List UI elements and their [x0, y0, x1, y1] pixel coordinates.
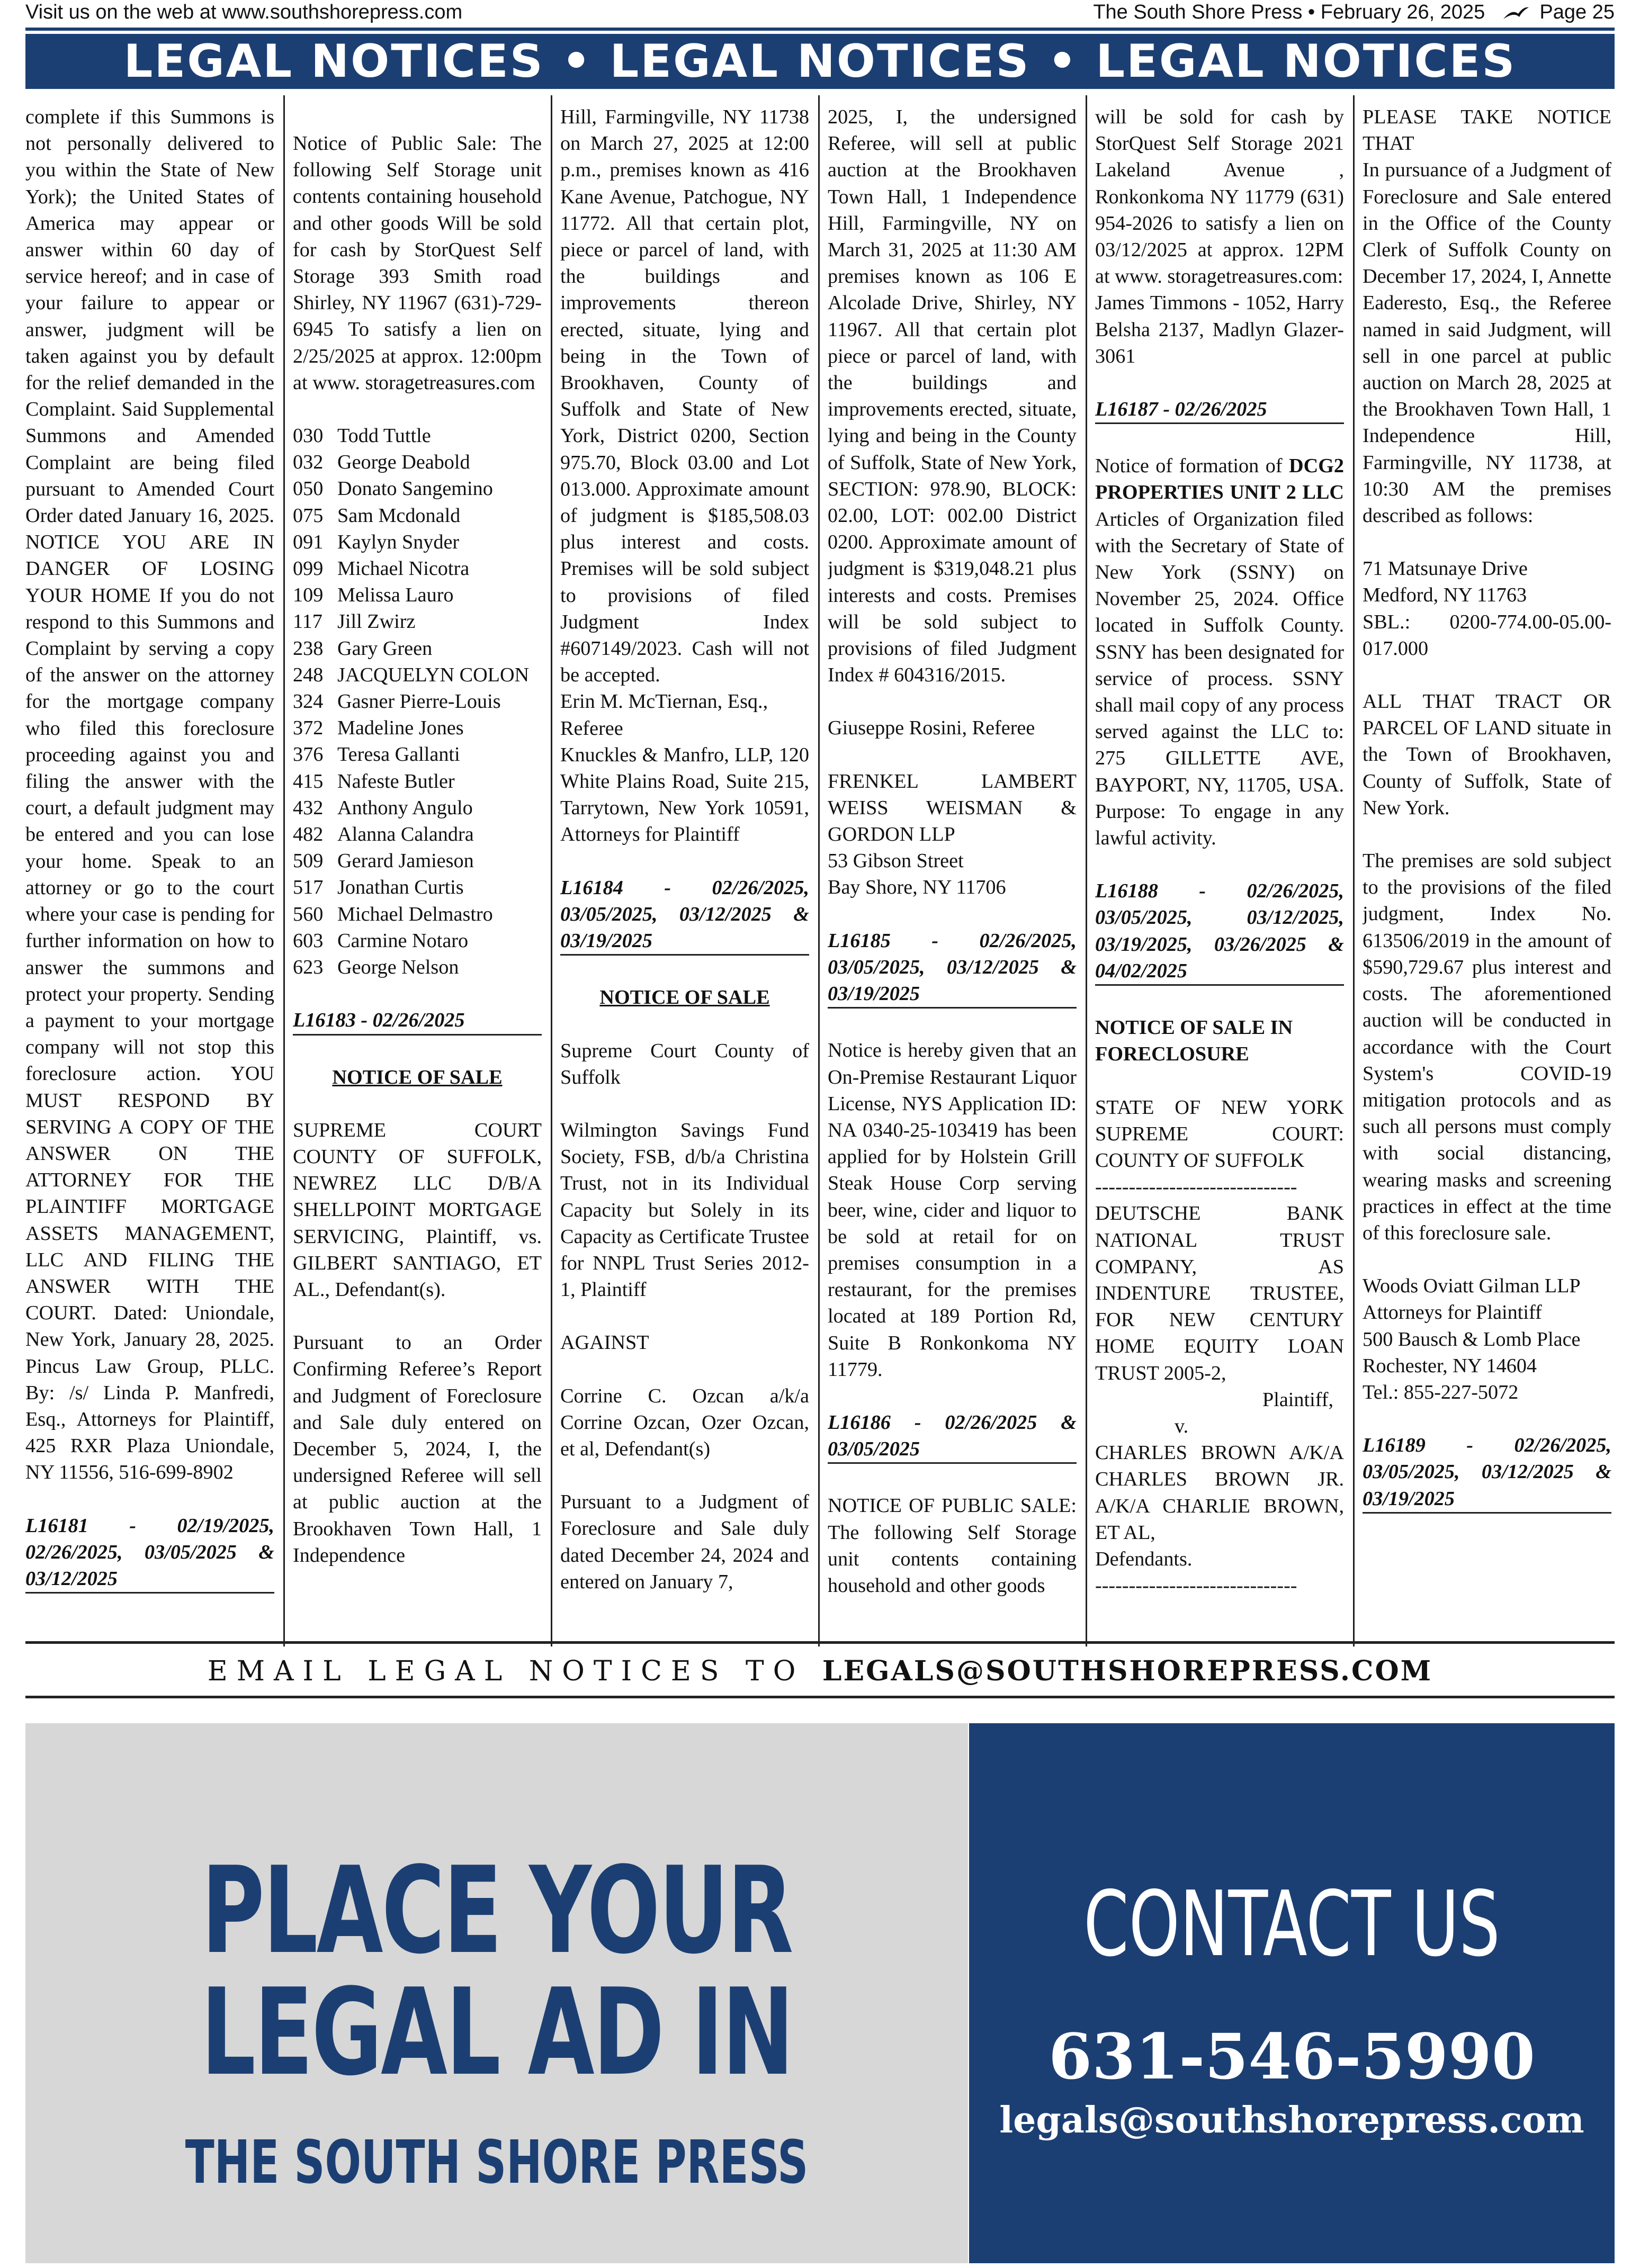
unit-row — [293, 449, 542, 475]
unit-owner: Michael Nicotra — [337, 557, 470, 580]
column-divider — [551, 95, 552, 1646]
unit-owner: Gary Green — [337, 637, 433, 660]
unit-owner: Kaylyn Snyder — [337, 530, 460, 553]
notice-heading: NOTICE OF SALE — [599, 986, 770, 1009]
unit-owner: Anthony Angulo — [337, 796, 473, 819]
header-rule — [25, 28, 1615, 31]
unit-row — [293, 874, 542, 901]
unit-number: 372 — [293, 717, 324, 740]
attorney-city: Bay Shore, NY 11706 — [828, 876, 1006, 899]
unit-number: 324 — [293, 690, 324, 713]
unit-number: 032 — [293, 451, 324, 474]
contact-phone[interactable]: 631-546-5990 — [1048, 2020, 1535, 2093]
defendants-label: Defendants. — [1095, 1547, 1193, 1570]
notice-ref: L16189 - 02/26/2025, 03/05/2025, 03/12/2025 & 03/19/2025 — [1363, 1432, 1611, 1514]
email-link[interactable]: LEGALS@SOUTHSHOREPRESS.COM — [822, 1655, 1433, 1687]
unit-row — [293, 768, 542, 795]
liquor-license-text: Notice is hereby given that an On-Premise Restaurant Liquor License, NYS Application ID: NA 0340-25-103419 has been applied for by Holstein Grill Steak House Corp serving beer, wine, cider and liquor to be sold at retail for on premises consumption in a restaurant, for the premises located at 189 Portion Rd, Suite B Ronkonkoma NY 11779. — [828, 1039, 1077, 1381]
unit-number: 509 — [293, 850, 324, 872]
defendant-name: CHARLES BROWN A/K/A CHARLES BROWN JR. A/K/A CHARLIE BROWN, ET AL, — [1095, 1442, 1344, 1544]
unit-owner: Todd Tuttle — [337, 425, 431, 447]
llc-formation-text: Notice of formation of DCG2 PROPERTIES UNIT 2 LLC Articles of Organization filed with the Secretary of State of New York (SSNY) on November 25, 2024. Office located in Suffolk County. SSNY has been designated for service of process. SSNY shall mail copy of any process served against the LLC to: 275 GILLETTE AVE, BAYPORT, NY, 11705, USA. Purpose: To engage in any lawful activity. — [1095, 455, 1344, 850]
column-1 — [25, 104, 274, 1646]
notice-heading: NOTICE OF SALE — [332, 1066, 503, 1088]
unit-owner: Jill Zwirz — [337, 610, 416, 633]
unit-row — [293, 741, 542, 768]
bullet: • — [1307, 1, 1315, 23]
unit-row — [293, 848, 542, 874]
unit-number: 109 — [293, 584, 324, 607]
unit-row — [293, 422, 542, 449]
footer-rule — [25, 1641, 1615, 1644]
attorney-firm: Woods Oviatt Gilman LLP — [1363, 1275, 1581, 1298]
issue-date: February 26, 2025 — [1320, 1, 1485, 23]
ad-headline-line1: PLACE YOUR — [201, 1841, 792, 1981]
unit-owner: Michael Delmastro — [337, 903, 493, 925]
notice-ref: L16185 - 02/26/2025, 03/05/2025, 03/12/2025 & 03/19/2025 — [828, 928, 1077, 1009]
unit-row — [293, 608, 542, 635]
unit-row — [293, 715, 542, 741]
contact-email[interactable]: legals@southshorepress.com — [999, 2099, 1584, 2141]
header-right — [1093, 1, 1615, 24]
unit-owner: Alanna Calandra — [337, 823, 474, 846]
premises-city: Medford, NY 11763 — [1363, 584, 1527, 607]
unit-owner: Jonathan Curtis — [337, 876, 464, 899]
unit-row — [293, 795, 542, 821]
public-sale-text: Notice of Public Sale: The following Self Storage unit contents containing household and other goods Will be sold for cash by StorQuest Self Storage 393 Smith road Shirley, NY 11967 (631)-729-6945 To satisfy a lien on 2/25/2025 at approx. 12:00pm at www. storagetreasures.com — [293, 132, 542, 394]
referee: Erin M. McTiernan, Esq., Referee — [560, 690, 768, 740]
public-sale-text: will be sold for cash by StorQuest Self Storage 2021 Lakeland Avenue , Ronkonkoma NY 11779 (631) 954-2026 to satisfy a lien on 03/12/2025 at approx. 12PM at www. storagetreasures.com: — [1095, 106, 1344, 288]
unit-row — [293, 821, 542, 848]
contact-heading: CONTACT US — [1083, 1872, 1500, 1977]
notice-heading: NOTICE OF SALE IN FORECLOSURE — [1095, 1016, 1293, 1066]
unit-number: 030 — [293, 425, 324, 447]
ad-contact-panel — [969, 1723, 1615, 2263]
notices-columns — [25, 104, 1615, 1646]
unit-names: James Timmons - 1052, Harry Belsha 2137, Madlyn Glazer-3061 — [1095, 292, 1344, 367]
unit-number: 075 — [293, 504, 324, 527]
ad-headline-line2: LEGAL AD IN — [201, 1963, 793, 2102]
ad-headline — [157, 1841, 836, 2102]
column-2 — [293, 104, 542, 1646]
column-5 — [1095, 104, 1344, 1646]
unit-number: 415 — [293, 770, 324, 793]
terms-text: The premises are sold subject to the provisions of the filed judgment, Index No. 613506/2019 in the amount of $590,729.67 plus interest and costs. The aforementioned auction will be conducted in accordance with the Court System's COVID-19 mitigation protocols and as such all persons must comply with social distancing, wearing masks and screening practices in effect at the time of this foreclosure sale. — [1363, 850, 1611, 1244]
email-strip — [25, 1655, 1615, 1687]
unit-owner: Melissa Lauro — [337, 584, 454, 607]
unit-owner: Teresa Gallanti — [337, 743, 460, 766]
column-divider — [818, 95, 820, 1646]
notice-ref: L16183 - 02/26/2025 — [293, 1007, 542, 1035]
unit-row — [293, 901, 542, 928]
unit-owner: George Deabold — [337, 451, 470, 474]
column-4 — [828, 104, 1077, 1646]
unit-number: 117 — [293, 610, 322, 633]
column-3 — [560, 104, 809, 1646]
attorney-street: 53 Gibson Street — [828, 850, 964, 872]
unit-owner: Nafeste Butler — [337, 770, 455, 793]
llc-name: DCG2 PROPERTIES UNIT 2 LLC — [1095, 455, 1344, 504]
unit-owner: Madeline Jones — [337, 717, 464, 740]
unit-owner: Carmine Notaro — [337, 929, 469, 952]
unit-number: 603 — [293, 929, 324, 952]
plaintiff-name: DEUTSCHE BANK NATIONAL TRUST COMPANY, AS INDENTURE TRUSTEE, FOR NEW CENTURY HOME EQUITY LOAN TRUST 2005-2, — [1095, 1202, 1344, 1384]
ad-left-panel — [25, 1723, 968, 2263]
unit-owner: Gerard Jamieson — [337, 850, 474, 872]
plaintiff-text: Wilmington Savings Fund Society, FSB, d/b/a Christina Trust, not in its Individual Capacity but Solely in its Capacity as Certificate Trustee for NNPL Trust Series 2012-1, Plaintiff — [560, 1119, 809, 1301]
referee: Giuseppe Rosini, Referee — [828, 717, 1035, 740]
unit-number: 248 — [293, 663, 324, 686]
attorney-role: Attorneys for Plaintiff — [1363, 1301, 1542, 1324]
court-name: STATE OF NEW YORK SUPREME COURT: COUNTY OF SUFFOLK — [1095, 1096, 1344, 1172]
sale-text: Pursuant to a Judgment of Foreclosure and Sale duly dated December 24, 2024 and entered on January 7, — [560, 1491, 809, 1593]
sale-text: Hill, Farmingville, NY 11738 on March 27, 2025 at 12:00 p.m., premises known as 416 Kane Avenue, Patchogue, NY 11772. All that certain plot, piece or parcel of land, with the buildings and improvements thereon erected, situate, lying and being in the Town of Brookhaven, County of Suffolk and State of New York, District 0200, Section 975.70, Block 03.00 and Lot 013.000. Approximate amount of judgment is $185,508.03 plus interest and costs. Premises will be sold subject to provisions of filed Judgment Index #607149/2023. Cash will not be accepted. — [560, 106, 809, 687]
unit-row — [293, 662, 542, 688]
attorney-city: Rochester, NY 14604 — [1363, 1354, 1537, 1377]
court-name: Supreme Court County of Suffolk — [560, 1039, 809, 1088]
parcel-text: ALL THAT TRACT OR PARCEL OF LAND situate in the Town of Brookhaven, County of Suffolk, State of New York. — [1363, 690, 1611, 819]
column-divider — [1086, 95, 1087, 1646]
dash-separator: ------------------------------ — [1095, 1574, 1297, 1597]
summons-text: complete if this Summons is not personally delivered to you within the State of New York); the United States of America may appear or answer within 60 day of service hereof; and in case of your failure to appear or answer, judgment will be taken against you by default for the relief demanded in the Complaint. Said Supplemental Summons and Amended Complaint are being filed pursuant to Amended Court Order dated January 16, 2025. NOTICE YOU ARE IN DANGER OF LOSING YOUR HOME If you do not respond to this Summons and Complaint by serving a copy of the answer on the attorney for the mortgage company who filed this foreclosure proceeding against you and filing the answer with the court, a default judgment may be entered and you can lose your home. Speak to an attorney or go to the court where your case is pending for further information on how to answer the summons and protect your property. Sending a payment to your mortgage company will not stop this foreclosure action. YOU MUST RESPOND BY SERVING A COPY OF THE ANSWER ON THE ATTORNEY FOR THE PLAINTIFF MORTGAGE ASSETS MANAGEMENT, LLC AND FILING THE ANSWER WITH THE COURT. Dated: Uniondale, New York, January 28, 2025. Pincus Law Group, PLLC. By: /s/ Linda P. Manfredi, Esq., Attorneys for Plaintiff, 425 RXR Plaza Uniondale, NY 11556, 516-699-8902 — [25, 106, 274, 1484]
unit-number: 238 — [293, 637, 324, 660]
unit-list — [293, 422, 542, 980]
page-number: Page 25 — [1539, 1, 1615, 23]
unit-number: 091 — [293, 530, 324, 553]
email-label: EMAIL LEGAL NOTICES TO — [207, 1655, 805, 1687]
unit-owner: Donato Sangemino — [337, 478, 493, 500]
ad-paper-name: THE SOUTH SHORE PRESS — [185, 2128, 809, 2197]
sale-text: In pursuance of a Judgment of Foreclosure and Sale entered in the Office of the County Clerk of Suffolk County on December 17, 2024, I, Annette Eaderesto, Esq., the Referee named in said Judgment, will sell in one parcel at public auction on March 28, 2025 at the Brookhaven Town Hall, 1 Independence Hill, Farmingville, NY 11738, at 10:30 AM the premises described as follows: — [1363, 159, 1611, 527]
unit-row — [293, 954, 542, 980]
unit-owner: George Nelson — [337, 956, 459, 979]
unit-number: 560 — [293, 903, 324, 925]
footer-rule — [25, 1696, 1615, 1698]
premises-street: 71 Matsunaye Drive — [1363, 557, 1528, 580]
paper-name: The South Shore Press — [1093, 1, 1303, 23]
unit-row — [293, 502, 542, 529]
unit-number: 376 — [293, 743, 324, 766]
column-6 — [1363, 104, 1611, 1646]
unit-row — [293, 635, 542, 662]
unit-owner: Gasner Pierre-Louis — [337, 690, 501, 713]
notice-ref: L16186 - 02/26/2025 & 03/05/2025 — [828, 1409, 1077, 1464]
notice-ref: L16188 - 02/26/2025, 03/05/2025, 03/12/2025, 03/19/2025, 03/26/2025 & 04/02/2025 — [1095, 878, 1344, 986]
unit-number: 623 — [293, 956, 324, 979]
sale-text: 2025, I, the undersigned Referee, will sell at public auction at the Brookhaven Town Hall, 1 Independence Hill, Farmingville, NY on March 31, 2025 at 11:30 AM premises known as 106 E Alcolade Drive, Shirley, NY 11967. All that certain plot piece or parcel of land, with the buildings and improvements erected, situate, lying and being in the County of Suffolk, State of New York, SECTION: 978.90, BLOCK: 02.00, LOT: 002.00 District 0200. Approximate amount of judgment is $319,048.21 plus interests and costs. Premises will be sold subject to provisions of filed Judgment Index # 604316/2015. — [828, 106, 1077, 687]
notice-ref: L16184 - 02/26/2025, 03/05/2025, 03/12/2025 & 03/19/2025 — [560, 875, 809, 956]
column-divider — [283, 95, 285, 1646]
column-divider — [1353, 95, 1355, 1646]
unit-number: 050 — [293, 478, 324, 500]
plaintiff-label: Plaintiff, — [1262, 1388, 1333, 1411]
unit-row — [293, 555, 542, 582]
unit-row — [293, 582, 542, 608]
unit-number: 517 — [293, 876, 324, 899]
unit-row — [293, 475, 542, 502]
seagull-icon — [1502, 5, 1530, 21]
unit-number: 482 — [293, 823, 324, 846]
unit-row — [293, 928, 542, 954]
public-sale-text: NOTICE OF PUBLIC SALE: The following Self Storage unit contents containing household and other goods — [828, 1495, 1077, 1597]
court-caption: SUPREME COURT COUNTY OF SUFFOLK, NEWREZ LLC D/B/A SHELLPOINT MORTGAGE SERVICING, Plaintiff, vs. GILBERT SANTIAGO, ET AL., Defendant(s). — [293, 1119, 542, 1301]
page-header — [25, 0, 1615, 28]
unit-number: 099 — [293, 557, 324, 580]
premises-sbl: SBL.: 0200-774.00-05.00-017.000 — [1363, 610, 1611, 660]
legal-notices-banner: LEGAL NOTICES • LEGAL NOTICES • LEGAL NOTICES — [25, 34, 1615, 89]
sale-text: Pursuant to an Order Confirming Referee’s Report and Judgment of Foreclosure and Sale duly entered on December 5, 2024, I, the undersigned Referee will sell at public auction at the Brookhaven Town Hall, 1 Independence — [293, 1331, 542, 1567]
unit-row — [293, 688, 542, 715]
notice-ref: L16187 - 02/26/2025 — [1095, 396, 1344, 424]
defendant-text: Corrine C. Ozcan a/k/a Corrine Ozcan, Ozer Ozcan, et al, Defendant(s) — [560, 1384, 809, 1460]
against-label: AGAINST — [560, 1331, 649, 1354]
attorney-phone: Tel.: 855-227-5072 — [1363, 1381, 1519, 1403]
unit-row — [293, 529, 542, 555]
attorney-street: 500 Bausch & Lomb Place — [1363, 1328, 1581, 1351]
unit-number: 432 — [293, 796, 324, 819]
unit-owner: Sam Mcdonald — [337, 504, 461, 527]
dash-separator: ------------------------------ — [1095, 1176, 1297, 1199]
notice-ref: L16181 - 02/19/2025, 02/26/2025, 03/05/2025 & 03/12/2025 — [25, 1513, 274, 1594]
website-line: Visit us on the web at www.southshorepress.com — [25, 1, 463, 23]
notice-intro: PLEASE TAKE NOTICE THAT — [1363, 106, 1611, 155]
unit-owner: JACQUELYN COLON — [337, 663, 530, 686]
versus-label: v. — [1175, 1415, 1189, 1437]
attorneys: Knuckles & Manfro, LLP, 120 White Plains Road, Suite 215, Tarrytown, New York 10591, Attorneys for Plaintiff — [560, 743, 809, 846]
attorney-firm: FRENKEL LAMBERT WEISS WEISMAN & GORDON LLP — [828, 770, 1077, 846]
